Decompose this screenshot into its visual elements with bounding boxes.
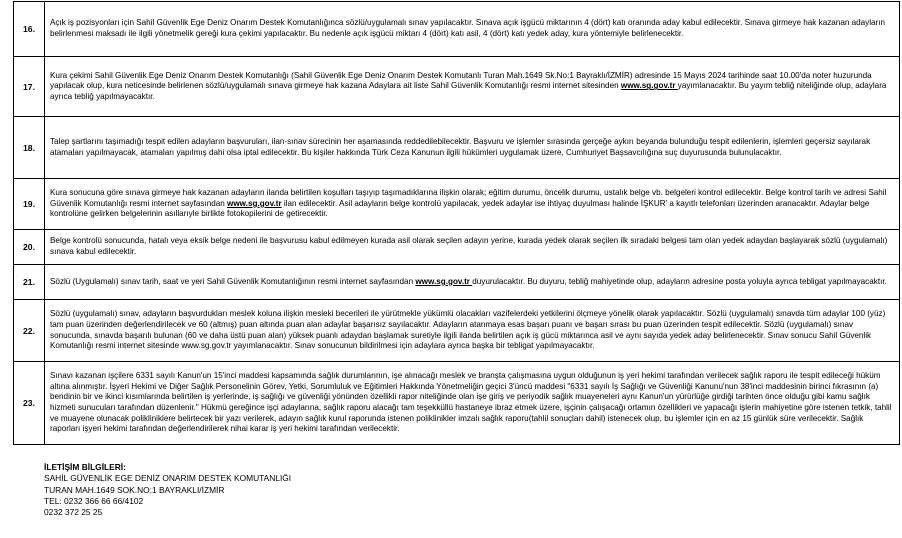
table-row [14,300,900,362]
row-number: 22. [14,300,45,362]
row-number: 16. [14,2,45,57]
conditions-table [13,1,900,445]
contact-tel: TEL: 0232 366 66 66/4102 [44,495,144,506]
table-row [14,179,900,230]
row-number: 21. [14,265,45,300]
contact-address: TURAN MAH.1649 SOK.NO:1 BAYRAKLI/İZMİR [44,484,225,495]
contact-org: SAHİL GÜVENLİK EGE DENİZ ONARIM DESTEK KOMUTANLIĞI [44,473,292,484]
table-row [14,265,900,300]
table-row [14,117,900,179]
row-number: 19. [14,179,45,230]
contact-info [44,462,291,518]
row-number: 17. [14,57,45,117]
row-text: Kura çekimi Sahil Güvenlik Ege Deniz Onarım Destek Komutanlığı (Sahil Güvenlik Ege Deniz Onarım Destek Komutanlı Turan Mah.1649 Sk.No:1 Bayraklı/İZMİR) adresinde 15 Mayıs 2024 tarihinde saat 10.00'da noter huzurunda yapılacak olup, kura neticesinde belirlenen sözlü/uygulamalı sınava girmeye hak kazana Adaylara ait liste Sahil Güvenlik Komutanlığı resmi internet sitesinden www.sg.gov.tr yayımlanacaktır. Bu yayım tebliğ niteliğinde olup, adaylara ayrıca tebliğ yapılmayacaktır. [45,57,900,117]
table-row [14,57,900,117]
sg-website-link[interactable]: www.sg.gov.tr [415,276,473,286]
row-text: Belge kontrolü sonucunda, hatalı veya eksik belge nedeni ile başvurusu kabul edilmeyen kurada asil olarak seçilen adayın yerine, kurada yedek olarak seçilen ilk sıradaki belgesi tam olan yedek adaydan başlayarak sözlü (uygulamalı) sınava kabul edilecektir. [45,230,900,265]
row-text: Talep şartlarını taşımadığı tespit edilen adayların başvuruları, ilan-sınav sürecinin her aşamasında reddedilebilecektir. Başvuru ve işlemler sırasında gerçeğe aykırı beyanda bulunduğu tespit edilenlerin, işlemleri geçersiz sayılarak atamaları yapılmayacak, atamaları yapılmış dahi olsa iptal edilecektir. Bu kişiler hakkında Türk Ceza Kanunun ilgili hükümleri uygulamak üzere, Cumhuriyet Başsavcılığına suç duyurusunda bulunulacaktır. [45,117,900,179]
row-text: Sözlü (uygulamalı) sınav, adayların başvurdukları meslek koluna ilişkin mesleki becerileri ile yürütmekle yükümlü olacakları vazifelerdeki yetkilerini ölçmeye yönelik olarak yapılacaktır. Sözlü (uygulamalı) sınavda tüm adaylar 100 (yüz) tam puan üzerinden değerlendirilecek ve 60 (altmış) puan altında puan alan adaylar başarısız sayılacaktır. Adayların atanmaya esas başarı puanı ve başarı sırası bu puan üzerinden tespit edilecektir. Sözlü (uygulamalı) sınav sonucunda, sınavda başarılı bulunan (60 ve daha üstü puan alan) yüksek puanlı adaydan başlamak suretiyle ilgili ilanda belirtilen açık iş gücü miktarınca asil ve aynı sayıda yedek aday belirlenecektir. Sınav sonucu Sahil Güvenlik Komutanlığı resmi internet sitesinde www.sg.gov.tr yayımlanacaktır. Sınav sonucunun bildirilmesi için adaylara ayrıca başka bir tebligat yapılmayacaktır. [45,300,900,362]
row-text: Sözlü (Uygulamalı) sınav tarih, saat ve yeri Sahil Güvenlik Komutanlığının resmi internet sayfasından www.sg.gov.tr duyurulacaktır. Bu duyuru, tebliğ mahiyetinde olup, adayların adresine posta yoluyla ayrıca tebligat yapılmayacaktır. [45,265,900,300]
row-number: 20. [14,230,45,265]
row-number: 18. [14,117,45,179]
row-text: Sınavı kazanan işçilere 6331 sayılı Kanun'un 15'inci maddesi kapsamında sağlık durumlarının, işe alınacağı meslek ve branşta çalışmasına uygun olduğunun iş yeri hekimi tarafından verilecek sağlık raporu ile tespit edileceği hüküm altına alınmıştır. İşyeri Hekimi ve Diğer Sağlık Personelinin Görev, Yetki, Sorumluluk ve Eğitimleri Hakkında Yönetmeliğin geçici 3'üncü maddesi "6331 sayılı İş Sağlığı ve Güvenliği Kanunu'nun 38'inci maddesinin birinci fıkrasının (a) bendinin bir ve ikinci kısımlarında belirtilen iş yerlerinde, iş sağlığı ve güvenliği yönünden özellikli rapor niteliğinde olan işe giriş ve periyodik sağlık muayeneleri aynı Kanun'un yürürlüğe girdiği tarihten önce olduğu gibi kamu sağlık hizmeti sunucuları tarafından düzenlenir." Hükmü gereğince işçi adaylarına, sağlık raporu alacağı tam teşekküllü hastaneye ibraz etmek üzere, işçinin çalışacağı ortamın özellikleri ve yapacağı işlerin mahiyetine göre istenen tetkik, tahlil ve muayene olunacak polikliniklere belirtecek bir yazı verilerek, adayın sağlık kurul raporunda istenen poliklinikler imzalı sağlık raporu(tahlil sonuçları dahil) istenecek olup, bu işlemler için en az 15 günlük süre verilecektir. Sağlık raporları işyeri hekimi tarafından değerlendirilerek nihai karar iş yeri hekimi tarafından verilecektir. [45,362,900,445]
sg-website-link[interactable]: www.sg.gov.tr [620,81,678,91]
contact-tel-2: 0232 372 25 25 [44,507,103,518]
row-text: Açık iş pozisyonları için Sahil Güvenlik Ege Deniz Onarım Destek Komutanlığınca sözlü/uygulamalı sınav yapılacaktır. Sınava açık işgücü miktarının 4 (dört) katı oranında aday kabul edilecektir. Sınava girmeye hak kazanan adayların belirlenmesi maksadı ile ilgili yönetmelik gereği kura çekimi yapılacaktır. Bu nedenle açık işgücü miktarı 4 (dört) katı asil, 4 (dört) katı yedek aday, kura yöntemiyle belirlenecektir. [45,2,900,57]
contact-title: İLETİŞİM BİLGİLERİ: [44,462,126,472]
row-text: Kura sonucuna göre sınava girmeye hak kazanan adayların ilanda belirtilen koşulları taşıyıp taşımadıklarına ilişkin olarak; eğitim durumu, öncelik durumu, ustalık belge vb. belgeleri kontrol edilecektir. Belge kontrol tarih ve adresi Sahil Güvenlik Komutanlığı resmi internet sayfasından www.sg.gov.tr ilan edilecektir. Asil adayların belge kontrolü yapılacak, yedek adaylar ise ihtiyaç duyulması halinde İŞKUR' a kayıtlı telefonları üzerinden aranacaktır. Adaylar belge kontrolüne gelirken belgelerinin asıllarıyle birlikte fotokopilerini de getirecektir. [45,179,900,230]
table-row [14,2,900,57]
table-row [14,230,900,265]
table-row [14,362,900,445]
sg-website-link[interactable]: www.sg.gov.tr [227,198,282,208]
row-number: 23. [14,362,45,445]
